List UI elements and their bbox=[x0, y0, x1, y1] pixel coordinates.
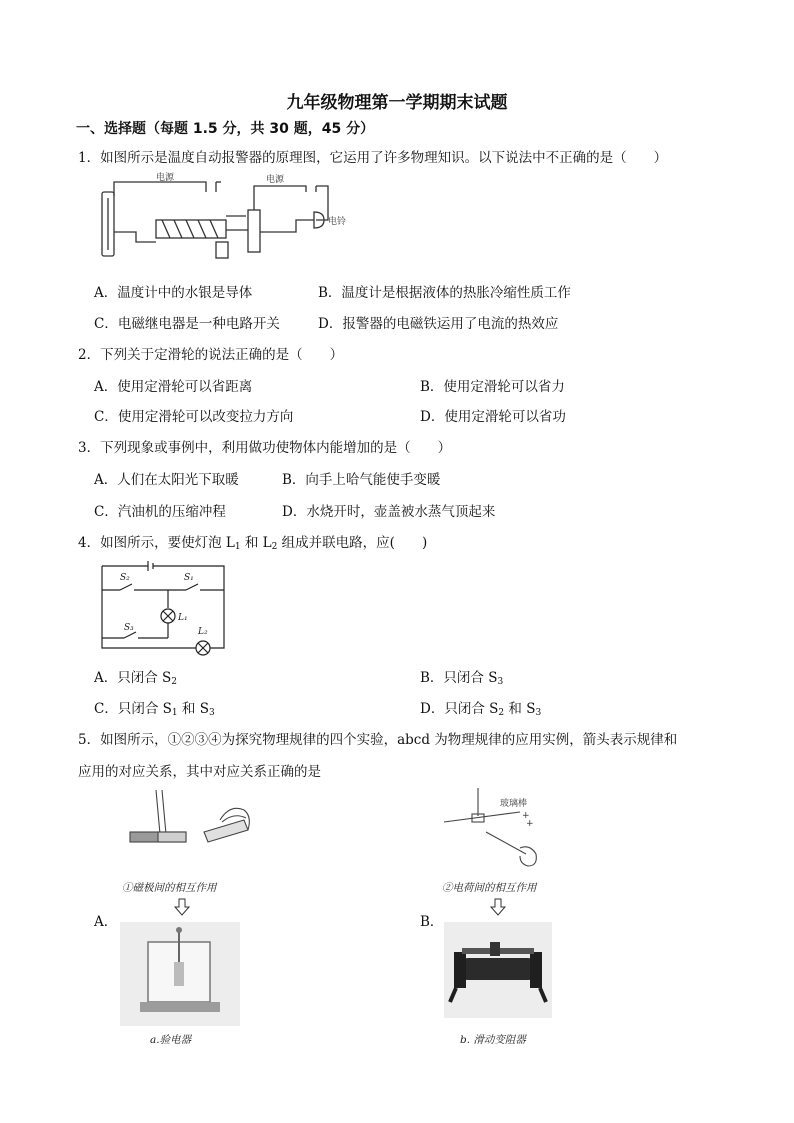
q1-label-bell: 电铃 bbox=[328, 217, 347, 227]
q5-rheostat-figure bbox=[444, 922, 552, 1018]
q5-label-glass-rod: 玻璃棒 bbox=[500, 799, 528, 809]
q3-option-a: A．人们在太阳光下取暖 bbox=[94, 472, 239, 488]
q5-plus-sign-2: + bbox=[526, 819, 534, 829]
q5-caption-1: ①磁极间的相互作用 bbox=[122, 882, 217, 894]
q2-option-a: A．使用定滑轮可以省距离 bbox=[94, 379, 253, 395]
q4-option-a: A．只闭合 $S_2$ bbox=[94, 670, 178, 687]
q4-stem: 4．如图所示，要使灯泡 $L_1$ 和 $L_2$ 组成并联电路，应( ) bbox=[78, 535, 428, 552]
q4-label-l2: L₂ bbox=[198, 627, 208, 637]
q3-stem: 3．下列现象或事例中，利用做功使物体内能增加的是（ ） bbox=[78, 440, 452, 456]
q5-option-a-label: A． bbox=[94, 914, 118, 930]
q4-label-l1: L₁ bbox=[178, 613, 188, 623]
q2-stem: 2．下列关于定滑轮的说法正确的是（ ） bbox=[78, 347, 344, 363]
q4-option-b: B．只闭合 $S_3$ bbox=[420, 670, 504, 687]
q3-option-d: D．水烧开时，壶盖被水蒸气顶起来 bbox=[282, 504, 496, 520]
q4-label-s3: S₃ bbox=[124, 623, 134, 633]
q1-option-b: B．温度计是根据液体的热胀冷缩性质工作 bbox=[318, 285, 571, 301]
q1-option-d: D．报警器的电磁铁运用了电流的热效应 bbox=[318, 316, 559, 332]
q5-arrow-down-icon-2 bbox=[490, 898, 506, 916]
q1-option-a: A．温度计中的水银是导体 bbox=[94, 285, 253, 301]
q1-label-source-2: 电源 bbox=[266, 175, 285, 185]
q5-plus-sign: + bbox=[522, 811, 530, 821]
q5-option-b-label: B． bbox=[420, 914, 444, 930]
q3-option-c: C．汽油机的压缩冲程 bbox=[94, 504, 226, 520]
page-title: 九年级物理第一学期期末试题 bbox=[286, 93, 508, 113]
q5-arrow-down-icon-1 bbox=[174, 898, 190, 916]
q4-option-d: D．只闭合 $S_2$ 和 $S_3$ bbox=[420, 701, 542, 718]
q4-circuit-figure bbox=[98, 560, 228, 656]
q5-magnet-experiment-figure bbox=[122, 790, 252, 874]
q2-option-b: B．使用定滑轮可以省力 bbox=[420, 379, 565, 395]
q1-alarm-circuit-figure bbox=[96, 172, 356, 262]
q1-option-c: C．电磁继电器是一种电路开关 bbox=[94, 316, 280, 332]
q1-stem: 1．如图所示是温度自动报警器的原理图，它运用了许多物理知识。以下说法中不正确的是（ ） bbox=[78, 150, 668, 166]
q4-label-s1: S₁ bbox=[184, 573, 194, 583]
q2-option-c: C．使用定滑轮可以改变拉力方向 bbox=[94, 409, 294, 425]
q5-stem-line1: 5．如图所示，①②③④为探究物理规律的四个实验，abcd 为物理规律的应用实例，箭头表示规律和 bbox=[78, 732, 678, 748]
q2-option-d: D．使用定滑轮可以省功 bbox=[420, 409, 566, 425]
q4-label-s2: S₂ bbox=[120, 573, 130, 583]
q1-label-source-1: 电源 bbox=[156, 173, 175, 183]
q5-caption-a: a.验电器 bbox=[150, 1034, 192, 1046]
section-heading: 一、选择题（每题 1.5 分，共 30 题，45 分） bbox=[76, 121, 375, 137]
q5-caption-2: ②电荷间的相互作用 bbox=[442, 882, 537, 894]
q5-electroscope-figure bbox=[120, 922, 240, 1026]
q5-charge-experiment-figure bbox=[440, 788, 560, 874]
q4-option-c: C．只闭合 $S_1$ 和 $S_3$ bbox=[94, 701, 215, 718]
q5-stem-line2: 应用的对应关系，其中对应关系正确的是 bbox=[78, 764, 321, 780]
q5-caption-b: b. 滑动变阻器 bbox=[460, 1034, 526, 1046]
q3-option-b: B．向手上哈气能使手变暖 bbox=[282, 472, 441, 488]
